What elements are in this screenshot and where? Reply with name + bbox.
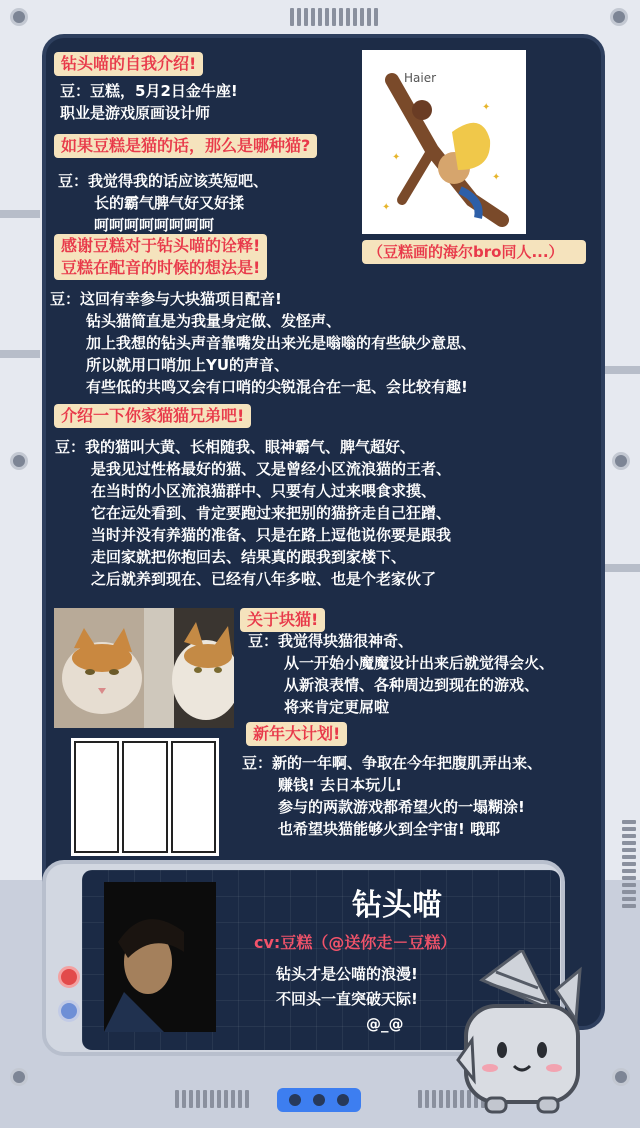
text-line: 有些低的共鸣又会有口哨的尖锐混合在一起、会比较有趣! — [86, 378, 468, 396]
text-line: 职业是游戏原画设计师 — [60, 104, 211, 122]
text-line: 赚钱! 去日本玩儿! — [278, 776, 402, 794]
voice-actor-credit: cv:豆糕（@送你走－豆糕） — [254, 933, 457, 952]
svg-text:✦: ✦ — [482, 102, 491, 113]
drawing-label: Haier — [404, 71, 437, 85]
text-line: 豆：我的猫叫大黄、长相随我、眼神霸气、脾气超好、 — [55, 438, 416, 456]
pager-dot-icon — [289, 1094, 301, 1106]
vent-icon — [175, 1090, 249, 1108]
frame-rail — [0, 210, 40, 218]
manga-panel — [171, 741, 216, 853]
newyear-heading: 新年大计划! — [246, 722, 347, 746]
manga-panel — [122, 741, 167, 853]
manga-sketch-strip — [71, 738, 219, 856]
svg-text:✦: ✦ — [382, 202, 391, 213]
frame-rail — [0, 350, 40, 358]
cat-photo-right — [144, 608, 234, 728]
text-line: 在当时的小区流浪猫群中、只要有人过来喂食求摸、 — [91, 482, 437, 500]
manga-panel — [74, 741, 119, 853]
quote-line: 不回头一直突破天际! — [276, 990, 418, 1008]
text-line: 将来肯定更屌啦 — [284, 698, 390, 716]
text-line: 所以就用口哨加上YU的声音、 — [86, 356, 290, 374]
vent-icon — [290, 8, 378, 26]
newyear-body — [242, 752, 542, 840]
svg-text:✦: ✦ — [392, 152, 401, 163]
text-line: 之后就养到现在、已经有八年多啦、也是个老家伙了 — [91, 570, 437, 588]
pager-dot-icon — [337, 1094, 349, 1106]
cat-body — [58, 170, 268, 236]
text-line: 加上我想的钻头声音靠嘴发出来光是嗡嗡的有些缺少意思、 — [86, 334, 477, 352]
text-line: 豆：这回有幸参与大块猫项目配音! — [50, 290, 282, 308]
frame-rail — [604, 564, 640, 572]
heading-line: 感谢豆糕对于钻头喵的诠释! — [61, 236, 261, 255]
svg-text:✦: ✦ — [492, 172, 501, 183]
intro-heading: 钻头喵的自我介绍! — [54, 52, 203, 76]
text-line: 从一开始小魔魔设计出来后就觉得会火、 — [284, 654, 555, 672]
text-line: 豆：我觉得块猫很神奇、 — [248, 632, 414, 650]
text-line: 从新浪表情、各种周边到现在的游戏、 — [284, 676, 540, 694]
screw-icon — [610, 8, 628, 26]
frame-rail — [604, 366, 640, 374]
text-line: 当时并没有养猫的准备、只是在路上逗他说你要是跟我 — [91, 526, 452, 544]
heading-line: 豆糕在配音的时候的想法是! — [61, 258, 261, 277]
pet-body — [55, 436, 451, 590]
quote-line: @_@ — [366, 1015, 404, 1033]
text-line: 是我见过性格最好的猫、又是曾经小区流浪猫的王者、 — [91, 460, 452, 478]
text-line: 呵呵呵呵呵呵呵呵 — [94, 216, 215, 234]
cat-photo-left — [54, 608, 144, 728]
text-line: 豆：豆糕，5月2日金牛座! — [60, 82, 238, 100]
text-line: 走回家就把你抱回去、结果真的跟我到家楼下、 — [91, 548, 407, 566]
thanks-body — [50, 288, 476, 398]
screw-icon — [10, 452, 28, 470]
haier-fanart-drawing — [362, 50, 526, 234]
screw-icon — [10, 1068, 28, 1086]
text-line: 豆：我觉得我的话应该英短吧、 — [58, 172, 269, 190]
block-heading: 关于块猫! — [240, 608, 325, 632]
thanks-heading — [54, 234, 267, 280]
text-line: 长的霸气脾气好又好揉 — [94, 194, 245, 212]
screw-icon — [612, 1068, 630, 1086]
intro-body — [60, 80, 238, 124]
blue-device-button — [58, 1000, 80, 1022]
text-line: 它在远处看到、肯定要跑过来把别的猫挤走自己狂蹭、 — [91, 504, 452, 522]
screw-icon — [612, 452, 630, 470]
text-line: 豆：新的一年啊、争取在今年把腹肌弄出来、 — [242, 754, 543, 772]
character-quote — [276, 962, 418, 1037]
page-indicator — [277, 1088, 361, 1112]
block-body — [248, 630, 554, 718]
red-device-button — [58, 966, 80, 988]
cat-heading: 如果豆糕是猫的话，那么是哪种猫? — [54, 134, 317, 158]
screw-icon — [10, 8, 28, 26]
text-line: 钻头猫简直是为我量身定做、发怪声、 — [86, 312, 342, 330]
drill-cat-mascot-icon — [452, 950, 592, 1120]
avatar — [104, 882, 216, 1032]
vent-icon — [622, 820, 636, 908]
quote-line: 钻头才是公喵的浪漫! — [276, 965, 418, 983]
text-line: 也希望块猫能够火到全宇宙! 哦耶 — [278, 820, 501, 838]
pager-dot-icon — [313, 1094, 325, 1106]
text-line: 参与的两款游戏都希望火的一塌糊涂! — [278, 798, 525, 816]
character-name: 钻头喵 — [352, 888, 442, 923]
pet-heading: 介绍一下你家猫猫兄弟吧! — [54, 404, 251, 428]
drawing-caption: （豆糕画的海尔bro同人...） — [362, 240, 586, 264]
